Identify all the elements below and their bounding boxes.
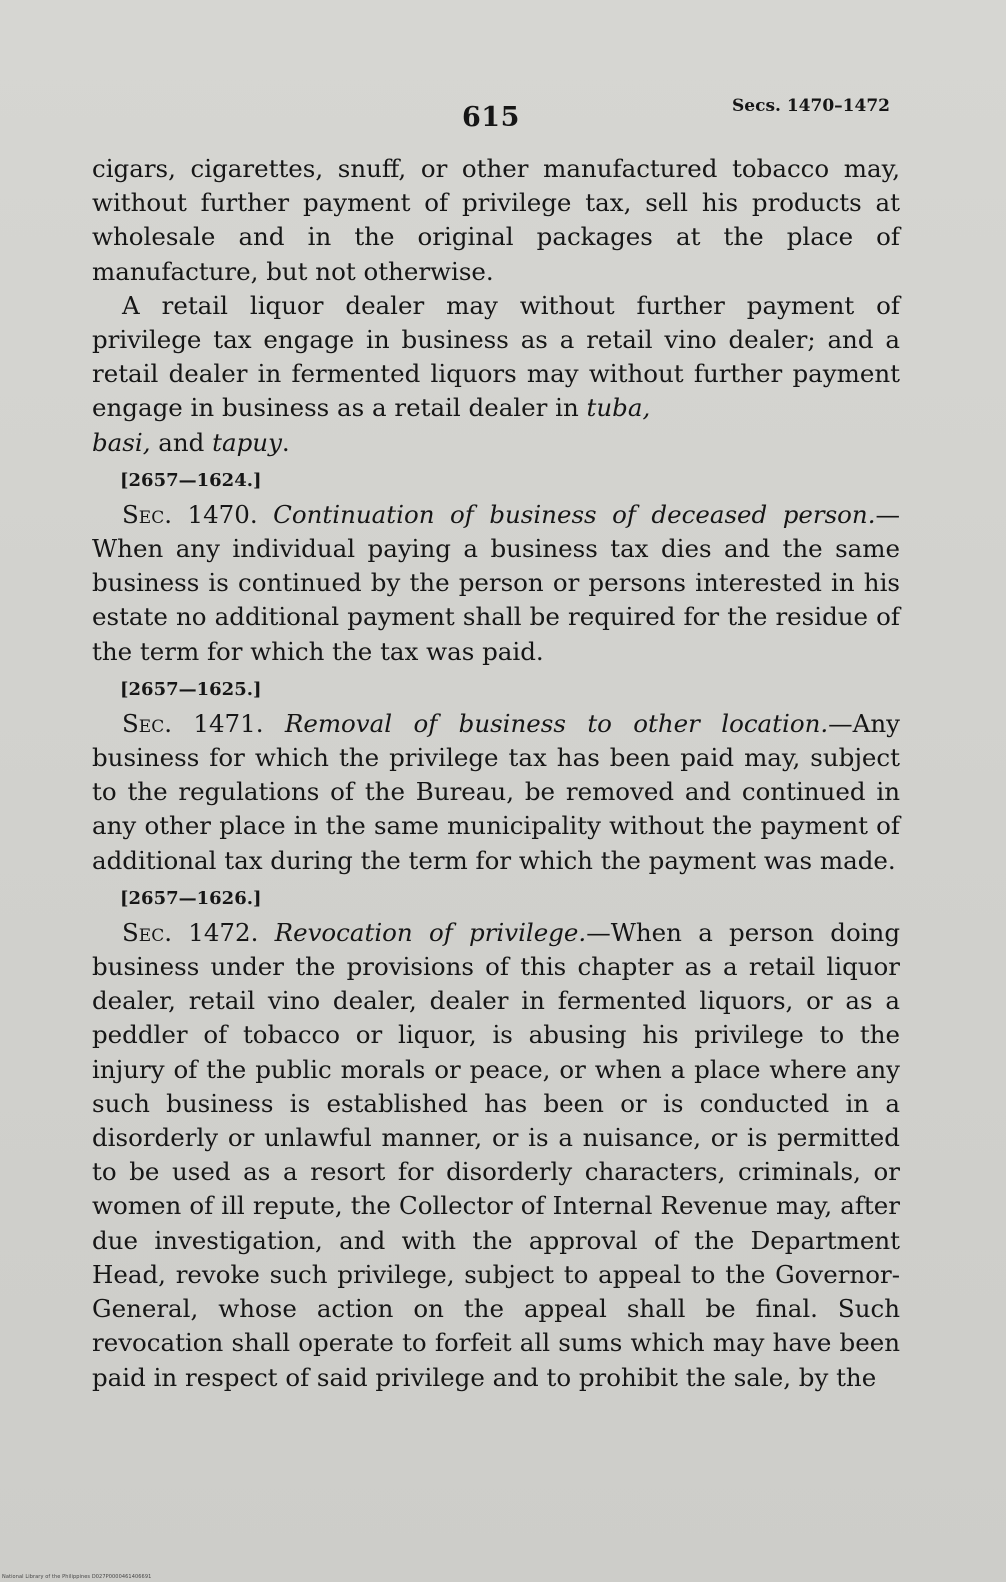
term-tapuy: tapuy	[212, 427, 282, 457]
section-range: Secs. 1470–1472	[732, 96, 890, 116]
section-1470-number: Sec. 1470.	[122, 499, 258, 529]
page-body	[92, 152, 900, 1395]
section-1471	[92, 677, 900, 878]
term-basi: basi,	[92, 427, 151, 457]
section-1472-paragraph	[92, 916, 900, 1395]
retail-dealer-paragraph	[92, 289, 900, 460]
citation-1471: [2657—1625.]	[120, 678, 262, 700]
section-1472-body: —When a person doing business under the provisions of this chapter as a retail liquor dealer, retail vino dealer, dealer in fermented liquors, or as a peddler of tobacco or liquor, is abusing his privilege to the injury of the public morals or peace, or when a place where any such business is established has been or is conducted in a disorderly or unlawful manner, or is a nuisance, or is permitted to be used as a resort for disorderly characters, criminals, or women of ill repute, the Collector of Internal Revenue may, after due investigation, and with the approval of the Department Head, revoke such privilege, subject to appeal to the Governor-General, whose action on the appeal shall be final. Such revocation shall operate to forfeit all sums which may have been paid in respect of said privilege and to prohibit the sale, by the	[92, 917, 901, 1392]
section-1470-body: —When any individual paying a business tax dies and the same business is continued by the person or persons interested in his estate no additional payment shall be required for the residue of the term for which the tax was paid.	[92, 499, 900, 666]
section-1472	[92, 886, 900, 1395]
section-1471-number: Sec. 1471.	[122, 708, 264, 738]
section-1470-paragraph	[92, 498, 900, 669]
term-end: .	[281, 427, 290, 457]
section-1471-paragraph	[92, 707, 900, 878]
term-tuba: tuba,	[586, 393, 651, 423]
retail-dealer-text: A retail liquor dealer may without further payment of privilege tax engage in business as a retail vino dealer; and a retail dealer in fermented liquors may without further payment engage in business as a retail dealer in	[92, 290, 900, 423]
page-number: 615	[462, 102, 520, 133]
section-1470-title: Continuation of business of deceased person.	[273, 499, 876, 529]
section-1472-number: Sec. 1472.	[122, 917, 259, 947]
page-header	[0, 96, 1006, 136]
citation-1470: [2657—1624.]	[120, 469, 262, 491]
library-footer-note: National Library of the Philippines D027P0000461406691	[2, 1574, 152, 1580]
section-1471-title: Removal of business to other location.	[284, 708, 829, 738]
continuation-paragraph: cigars, cigarettes, snuff, or other manufactured tobacco may, without further payment of privilege tax, sell his products at wholesale and in the original packages at the place of manufacture, but not otherwise.	[92, 154, 900, 286]
section-1471-body: —Any business for which the privilege tax has been paid may, subject to the regulations of the Bureau, be removed and continued in any other place in the same municipality without the payment of additional tax during the term for which the payment was made.	[92, 708, 900, 875]
term-and: and	[150, 427, 213, 457]
section-1470	[92, 468, 900, 669]
citation-1472: [2657—1626.]	[120, 887, 262, 909]
section-1472-title: Revocation of privilege.	[274, 917, 587, 947]
